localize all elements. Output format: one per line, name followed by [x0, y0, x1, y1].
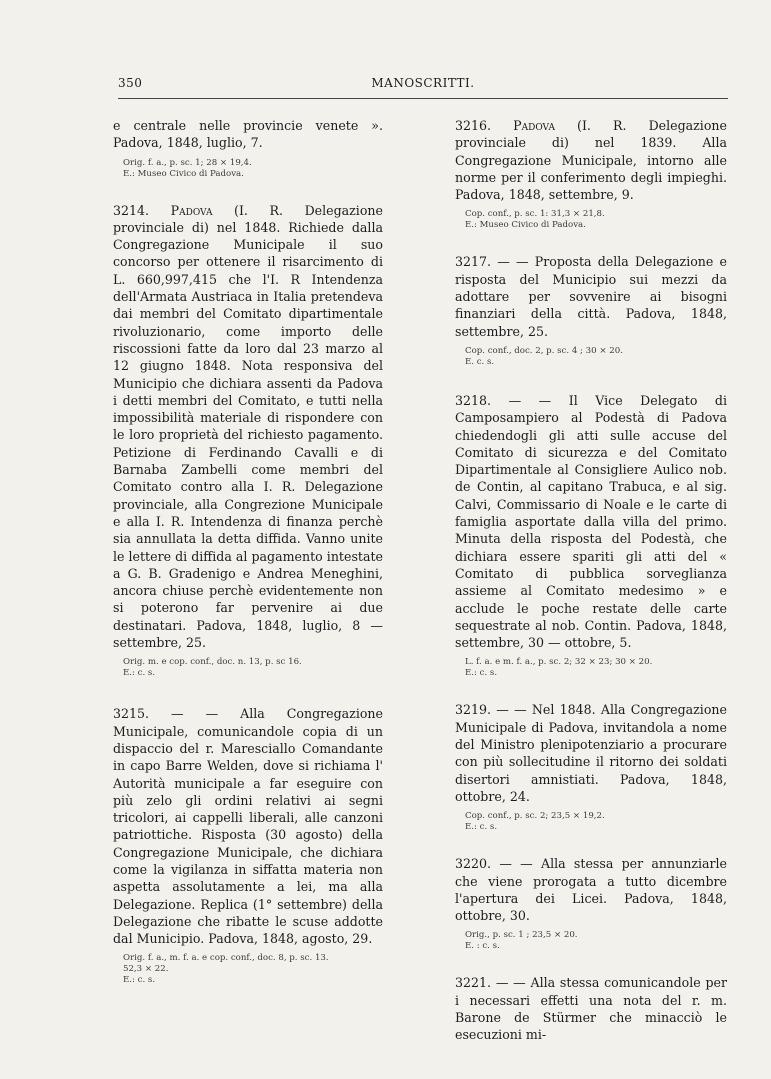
entry-notes	[465, 346, 727, 368]
entry-text	[113, 705, 383, 947]
page-number: 350	[118, 76, 143, 90]
entry-notes	[123, 158, 383, 180]
entry-number: 3215.	[113, 706, 150, 722]
note-line: E. : c. s.	[465, 941, 500, 952]
entry-number: 3214.	[113, 202, 150, 218]
note-line: E.: c. s.	[123, 668, 156, 679]
entry-author: Padova	[513, 118, 555, 133]
note-line: 52,3 × 22.	[123, 964, 169, 975]
entry-body: (I. R. Delegazione provinciale di) nel 1848. Richiede dalla Congregazione Municipale il suo concorso per ottenere il risarcimento di L. 660,997,415 che l'I. R Intendenza dell'Armata Austriaca in Italia pretendeva dai membri del Comitato dipartimentale rivoluzionario, come importo delle riscossioni fatte da loro dal 23 marzo al 12 giugno 1848. Nota responsiva del Municipio che dichiara assenti da Padova i detti membri del Comitato, e tutti nella impossibilità materiale di rispondere con le loro proprietà del richiesto pagamento. Petizione di Ferdinando Cavalli e di Barnaba Zambelli come membri del Comitato contro alla I. R. Delegazione provinciale, alla Congrezione Municipale e alla I. R. Intendenza di finanza perchè sia annullata la detta diffida. Vanno unite le lettere di diffida al pagamento intestate a G. B. Gradenigo e Andrea Meneghini, ancora chiuse perchè evidentemente non si poterono far pervenire ai due destinatari. Padova, 1848, luglio, 8 — settembre, 25.	[113, 202, 383, 651]
entry-text	[455, 974, 727, 1043]
entry-body: — — Nel 1848. Alla Congregazione Municipale di Padova, invitandola a nome del Ministro plenipotenziario a procurare con più sollecitudine il ritorno dei soldati disertori amnistiati. Padova, 1848, ottobre, 24.	[455, 702, 727, 804]
catalog-entry-3217	[455, 253, 727, 367]
entry-text: e centrale nelle provincie venete ». Padova, 1848, luglio, 7.	[113, 118, 383, 151]
entry-text	[455, 392, 727, 651]
note-line: E.: c. s.	[123, 975, 156, 986]
catalog-entry-3219	[455, 701, 727, 833]
entry-number: 3218.	[455, 392, 492, 408]
catalog-entry-3216	[455, 117, 727, 231]
note-line: E.: Museo Civico di Padova.	[123, 168, 244, 179]
note-line: L. f. a. e m. f. a., p. sc. 2; 32 × 23; 30 × 20.	[465, 657, 653, 668]
entry-body: — — Proposta della Delegazione e risposta del Municipio sui mezzi da adottare per sovvenire ai bisogni finanziari della città. Padova, 1848, settembre, 25.	[455, 254, 727, 339]
note-line: Cop. conf., p. sc. 2; 23,5 × 19,2.	[465, 811, 605, 822]
entry-body: (I. R. Delegazione provinciale di) nel 1839. Alla Congregazione Municipale, intorno alle norme per il conferimento degli impieghi. Padova, 1848, settembre, 9.	[455, 118, 727, 203]
catalog-entry-3221	[455, 974, 727, 1043]
entry-notes	[465, 657, 727, 679]
header-rule	[118, 98, 728, 99]
entry-notes	[465, 811, 727, 833]
entry-notes	[123, 953, 383, 986]
entry-text	[455, 117, 727, 203]
left-column	[113, 117, 383, 986]
note-line: Cop. conf., p. sc. 1: 31,3 × 21,8.	[465, 209, 605, 220]
entry-notes	[465, 930, 727, 952]
note-line: E.: c. s.	[465, 668, 498, 679]
entry-number: 3217.	[455, 254, 492, 270]
running-header	[118, 76, 728, 92]
entry-body: — — Alla Congregazione Municipale, comunicandole copia di un dispaccio del r. Maresciallo Comandante in capo Barre Welden, dove si richiama l' Autorità municipale a far eseguire con più zelo gli ordini relativi ai segni tricolori, ai cappelli liberali, alle canzoni patriottiche. Risposta (30 agosto) della Congregazione Municipale, che dichiara come la vigilanza in siffatta materia non aspetta assolutamente a lei, ma alla Delegazione. Replica (1° settembre) della Delegazione che ribatte le scuse addotte dal Municipio. Padova, 1848, agosto, 29.	[113, 706, 383, 947]
entry-text	[455, 253, 727, 339]
entry-number: 3216.	[455, 118, 492, 133]
entry-text	[455, 855, 727, 924]
note-line: Orig. f. a., p. sc. 1; 28 × 19,4.	[123, 157, 252, 168]
catalog-entry-3220	[455, 855, 727, 952]
entry-notes	[123, 657, 383, 679]
entry-text	[455, 701, 727, 805]
entry-body: — — Alla stessa per annunziarle che viene prorogata a tutto dicembre l'apertura dei Licei. Padova, 1848, ottobre, 30.	[455, 856, 727, 924]
entry-body: — — Alla stessa comunicandole per i necessari effetti una nota del r. m. Barone de Stürmer che minacciò le esecuzioni mi-	[455, 975, 727, 1043]
catalog-entry-continued	[113, 117, 383, 180]
entry-number: 3219.	[455, 702, 492, 718]
entry-number: 3220.	[455, 856, 492, 872]
note-line: Orig. f. a., m. f. a. e cop. conf., doc. 8, p. sc. 13.	[123, 953, 329, 964]
entry-notes	[465, 209, 727, 231]
right-column	[455, 117, 727, 1044]
entry-author: Padova	[170, 202, 213, 218]
catalog-entry-3214	[113, 202, 383, 680]
note-line: Cop. conf., doc. 2, p. sc. 4 ; 30 × 20.	[465, 345, 623, 356]
catalog-entry-3218	[455, 392, 727, 679]
entry-number: 3221.	[455, 975, 492, 991]
note-line: E. c. s.	[465, 356, 495, 367]
entry-text	[113, 202, 383, 652]
note-line: Orig., p. sc. 1 ; 23,5 × 20.	[465, 930, 578, 941]
catalog-entry-3215	[113, 705, 383, 986]
entry-body: — — Il Vice Delegato di Camposampiero al Podestà di Padova chiedendogli gli atti sulle accuse del Comitato di sicurezza e del Comitato Dipartimentale al Consigliere Aulico nob. de Contin, al capitano Trabuca, e al sig. Calvi, Commissario di Noale e le carte di famiglia asportate dalla villa del primo. Minuta della risposta del Podestà, che dichiara essere spariti gli atti del « Comitato di pubblica sorveglianza assieme al Comitato medesimo » e acclude le poche restate delle carte sequestrate al nob. Contin. Padova, 1848, settembre, 30 — ottobre, 5.	[455, 392, 727, 651]
note-line: Orig. m. e cop. conf., doc. n. 13, p. sc 16.	[123, 657, 302, 668]
running-title: MANOSCRITTI.	[371, 76, 475, 90]
note-line: E.: c. s.	[465, 822, 498, 833]
note-line: E.: Museo Civico di Padova.	[465, 220, 586, 231]
